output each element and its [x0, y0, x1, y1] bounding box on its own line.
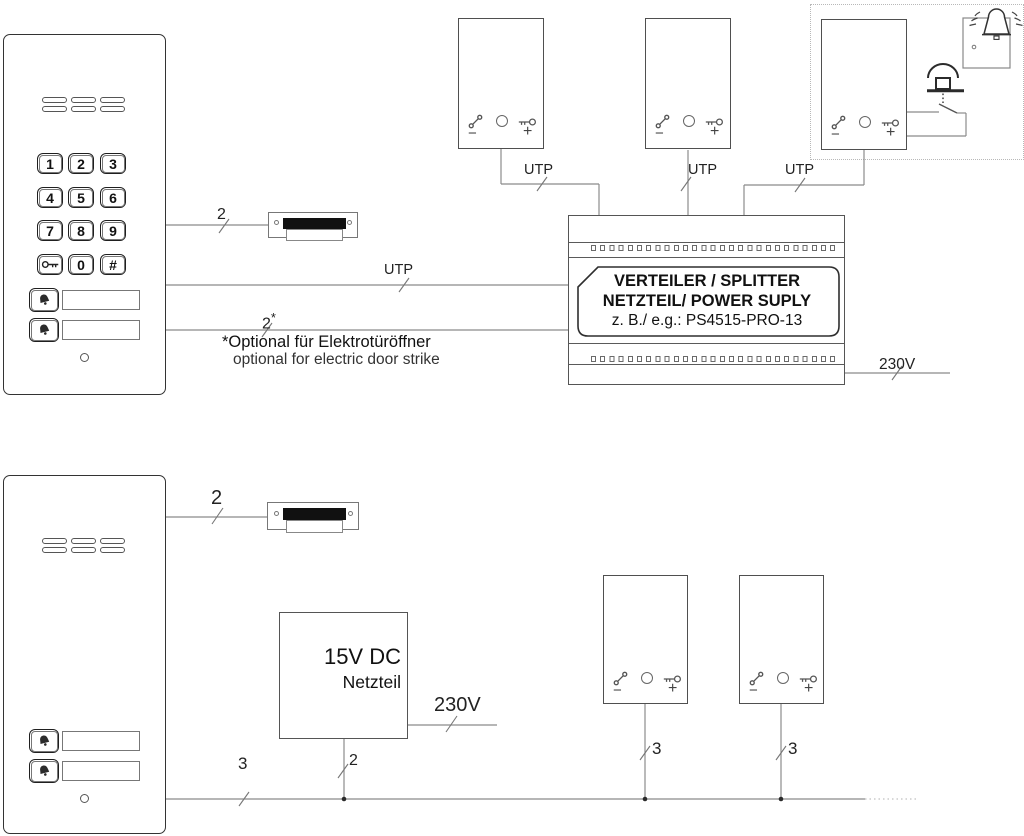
- key-icon: [41, 259, 60, 270]
- wire-count-label: 3: [238, 754, 248, 773]
- note-de: *Optional für Elektrotüröffner: [222, 333, 431, 351]
- key-hash: [100, 254, 126, 275]
- wire-count-label: 3: [788, 739, 798, 758]
- divider: [569, 364, 844, 365]
- key-label: 3: [109, 155, 117, 172]
- volume-minus-label: −: [655, 125, 664, 142]
- electric-door-strike: [268, 212, 358, 238]
- splitter-label: [578, 269, 836, 333]
- screw-hole: [274, 220, 279, 225]
- key-label: 1: [46, 155, 54, 172]
- wire-count-label: 2: [211, 487, 223, 509]
- key-1: [37, 153, 63, 174]
- utp-label: UTP: [524, 162, 553, 178]
- utp-label: UTP: [384, 262, 413, 278]
- volume-plus-label: +: [710, 123, 720, 140]
- strike-latch: [283, 508, 346, 520]
- call-button: [29, 759, 59, 783]
- volume-plus-label: +: [804, 680, 814, 697]
- name-plate: [62, 320, 140, 340]
- key-label: 5: [77, 189, 85, 206]
- utp-label: UTP: [785, 162, 814, 178]
- volume-plus-label: +: [668, 680, 678, 697]
- mains-voltage-label: 230V: [434, 694, 481, 716]
- splitter-title-en: NETZTEIL/ POWER SUPLY: [602, 292, 812, 310]
- key-label: 6: [109, 189, 117, 206]
- speaker-grille: [42, 538, 125, 553]
- terminal-row: [591, 356, 837, 362]
- bell-icon: [37, 734, 52, 749]
- key-label: 0: [77, 256, 85, 273]
- wire-count-label: 3: [652, 739, 662, 758]
- grille-slot: [42, 106, 67, 112]
- key-4: [37, 187, 63, 208]
- talk-button: [641, 672, 653, 684]
- key-5: [68, 187, 94, 208]
- wire-count-label: [262, 310, 276, 333]
- psu-voltage-label: 15V DC: [323, 644, 401, 669]
- talk-button: [496, 115, 508, 127]
- divider: [569, 257, 844, 258]
- speaker-grille: [42, 97, 125, 112]
- door-with-bell-icon: [963, 9, 1023, 68]
- bell-icon: [37, 293, 52, 308]
- push-button-icon: [927, 64, 964, 113]
- switch-blade: [939, 104, 957, 113]
- wire-count-value: 2: [262, 315, 271, 333]
- grille-slot: [71, 538, 96, 544]
- grille-slot: [42, 538, 67, 544]
- strike-latch: [283, 218, 346, 229]
- key-unlock: [37, 254, 63, 275]
- screw-hole: [348, 511, 353, 516]
- screw-hole: [347, 220, 352, 225]
- key-label: 9: [109, 222, 117, 239]
- volume-minus-label: −: [613, 682, 622, 699]
- name-plate: [62, 731, 140, 751]
- psu-15v-box: [279, 612, 408, 739]
- grille-slot: [100, 538, 125, 544]
- grille-slot: [71, 547, 96, 553]
- utp-label: UTP: [688, 162, 717, 178]
- talk-button: [683, 115, 695, 127]
- key-label: 4: [46, 189, 54, 206]
- name-plate: [62, 290, 140, 310]
- grille-slot: [71, 97, 96, 103]
- key-label: #: [109, 256, 117, 273]
- divider: [569, 242, 844, 243]
- grille-slot: [100, 97, 125, 103]
- volume-minus-label: −: [749, 682, 758, 699]
- wire-count-label: 2: [217, 206, 226, 223]
- volume-plus-label: +: [886, 124, 896, 141]
- screw-hole: [274, 511, 279, 516]
- key-6: [100, 187, 126, 208]
- terminal-row: [591, 245, 837, 251]
- key-label: 2: [77, 155, 85, 172]
- electric-door-strike: [267, 502, 359, 530]
- bell-icon: [37, 323, 52, 338]
- wire-count-label: 2: [349, 752, 358, 769]
- volume-minus-label: −: [468, 125, 477, 142]
- splitter-power-supply: [568, 215, 845, 385]
- volume-minus-label: −: [831, 126, 840, 143]
- optional-star: *: [270, 310, 276, 325]
- key-0: [68, 254, 94, 275]
- indoor-handset-unit: [645, 18, 731, 149]
- splitter-title-de: VERTEILER / SPLITTER: [613, 272, 801, 290]
- bell-icon: [37, 764, 52, 779]
- divider: [569, 343, 844, 344]
- call-button: [29, 288, 59, 312]
- indoor-handset-unit: [739, 575, 824, 704]
- key-label: 7: [46, 222, 54, 239]
- talk-button: [777, 672, 789, 684]
- key-label: 8: [77, 222, 85, 239]
- grille-slot: [71, 106, 96, 112]
- strike-body: [286, 520, 343, 533]
- grille-slot: [42, 97, 67, 103]
- key-8: [68, 220, 94, 241]
- microphone-hole: [80, 353, 89, 362]
- talk-button: [859, 116, 871, 128]
- door-station-audio: [3, 475, 166, 834]
- call-button: [29, 318, 59, 342]
- name-plate: [62, 761, 140, 781]
- microphone-hole: [80, 794, 89, 803]
- grille-slot: [100, 106, 125, 112]
- indoor-handset-unit: [821, 19, 907, 150]
- indoor-handset-unit: [458, 18, 544, 149]
- call-button: [29, 729, 59, 753]
- key-3: [100, 153, 126, 174]
- psu-name-label: Netzteil: [342, 672, 401, 692]
- volume-plus-label: +: [523, 123, 533, 140]
- key-7: [37, 220, 63, 241]
- note-en: optional for electric door strike: [233, 351, 440, 368]
- grille-slot: [100, 547, 125, 553]
- strike-body: [286, 229, 343, 241]
- door-station-with-keypad: [3, 34, 166, 395]
- key-9: [100, 220, 126, 241]
- grille-slot: [42, 547, 67, 553]
- key-2: [68, 153, 94, 174]
- splitter-model: z. B./ e.g.: PS4515-PRO-13: [611, 312, 803, 329]
- indoor-handset-unit: [603, 575, 688, 704]
- mains-voltage-label: 230V: [879, 356, 916, 373]
